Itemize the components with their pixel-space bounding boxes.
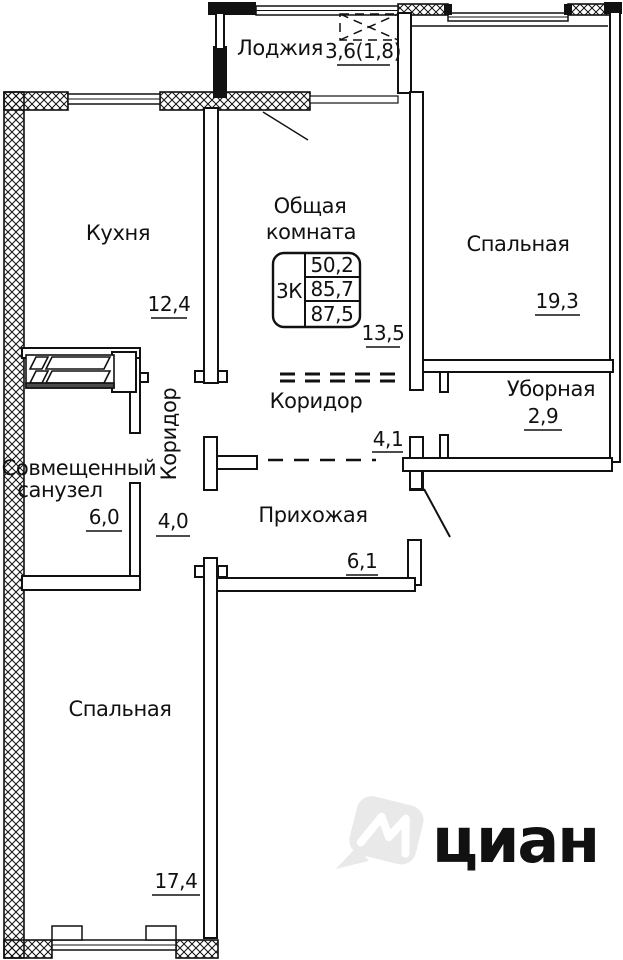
wall-cap <box>218 566 227 577</box>
loggia-area: 3,6(1,8) <box>324 39 402 63</box>
toilet-top-wall <box>423 360 613 372</box>
corridor-left-area: 4,0 <box>157 509 189 533</box>
bedroom-right-wall <box>204 558 217 938</box>
wall-cap <box>195 566 204 577</box>
bedroom-top-window <box>448 13 568 21</box>
loggia-label: Лоджия <box>237 36 323 60</box>
hallway-left-stub <box>217 456 257 469</box>
fixture-slat <box>46 371 110 383</box>
balcony-door-window <box>310 96 398 103</box>
living-bedroom-divider <box>410 92 423 390</box>
living-label-2: комната <box>265 220 357 244</box>
wall-top-mid <box>160 92 310 110</box>
cian-logo-text: циан <box>432 804 599 877</box>
toilet-label: Уборная <box>506 377 596 401</box>
table-total-area: 87,5 <box>310 302 354 326</box>
frame-block-a <box>444 4 452 15</box>
living-label-1: Общая <box>273 194 347 218</box>
bedroom-bottom-area: 17,4 <box>154 869 198 893</box>
bathroom-area: 6,0 <box>88 505 120 529</box>
bathroom-label-2: санузел <box>17 478 103 502</box>
toilet-left-wall-lower <box>440 435 448 458</box>
table-area: 85,7 <box>310 277 354 301</box>
bathroom-right-wall-lower <box>130 483 140 587</box>
table-living-area: 50,2 <box>310 253 354 277</box>
apartment-summary-table <box>273 253 360 327</box>
wall-cap <box>140 373 148 382</box>
wall-bottom-right <box>176 940 218 958</box>
living-area: 13,5 <box>361 321 405 345</box>
corridor-wall-mid <box>204 437 217 490</box>
fixture-slat <box>46 357 110 369</box>
bathroom-bottom-wall <box>22 576 140 590</box>
bedroom-bottom-window <box>52 926 176 950</box>
hallway-top-wall <box>403 458 612 471</box>
balcony-door-leader <box>263 112 308 140</box>
kitchen-area: 12,4 <box>147 292 191 316</box>
fixture-column <box>112 352 136 392</box>
cian-logo-icon <box>336 792 427 888</box>
kitchen-window <box>68 94 160 104</box>
frame-block-b <box>564 4 572 15</box>
cian-watermark <box>336 792 599 888</box>
wall-cap <box>195 371 204 382</box>
toilet-left-wall-upper <box>440 372 448 392</box>
loggia-left-wall <box>216 13 224 49</box>
apartment-type: 3К <box>275 279 303 303</box>
bedroom-top-label: Спальная <box>466 232 570 256</box>
entrance-jamb <box>410 471 422 489</box>
toilet-area: 2,9 <box>527 404 559 428</box>
hallway-area: 6,1 <box>346 549 378 573</box>
wall-bottom-left <box>4 940 52 958</box>
corridor-left-label: Коридор <box>157 387 181 481</box>
kitchen-living-divider <box>204 108 218 383</box>
bathroom-fixture <box>26 355 114 388</box>
bedroom-bottom-label: Спальная <box>68 697 172 721</box>
bedroom-top-area: 19,3 <box>535 289 579 313</box>
fixture-shade-bar <box>26 383 114 388</box>
loggia-pillar <box>213 46 227 98</box>
wall-cap <box>218 371 227 382</box>
hallway-bottom-wall <box>215 578 415 591</box>
hallway-label: Прихожая <box>258 503 368 527</box>
right-wall <box>610 12 620 462</box>
loggia-dashed-unit <box>340 14 398 40</box>
bathroom-label-1: Совмещенный <box>1 456 157 480</box>
wall-left <box>4 92 24 958</box>
corridor-top-area: 4,1 <box>372 427 404 451</box>
corridor-top-label: Коридор <box>269 389 363 413</box>
kitchen-label: Кухня <box>85 221 151 245</box>
entrance-door-swing <box>424 489 450 537</box>
